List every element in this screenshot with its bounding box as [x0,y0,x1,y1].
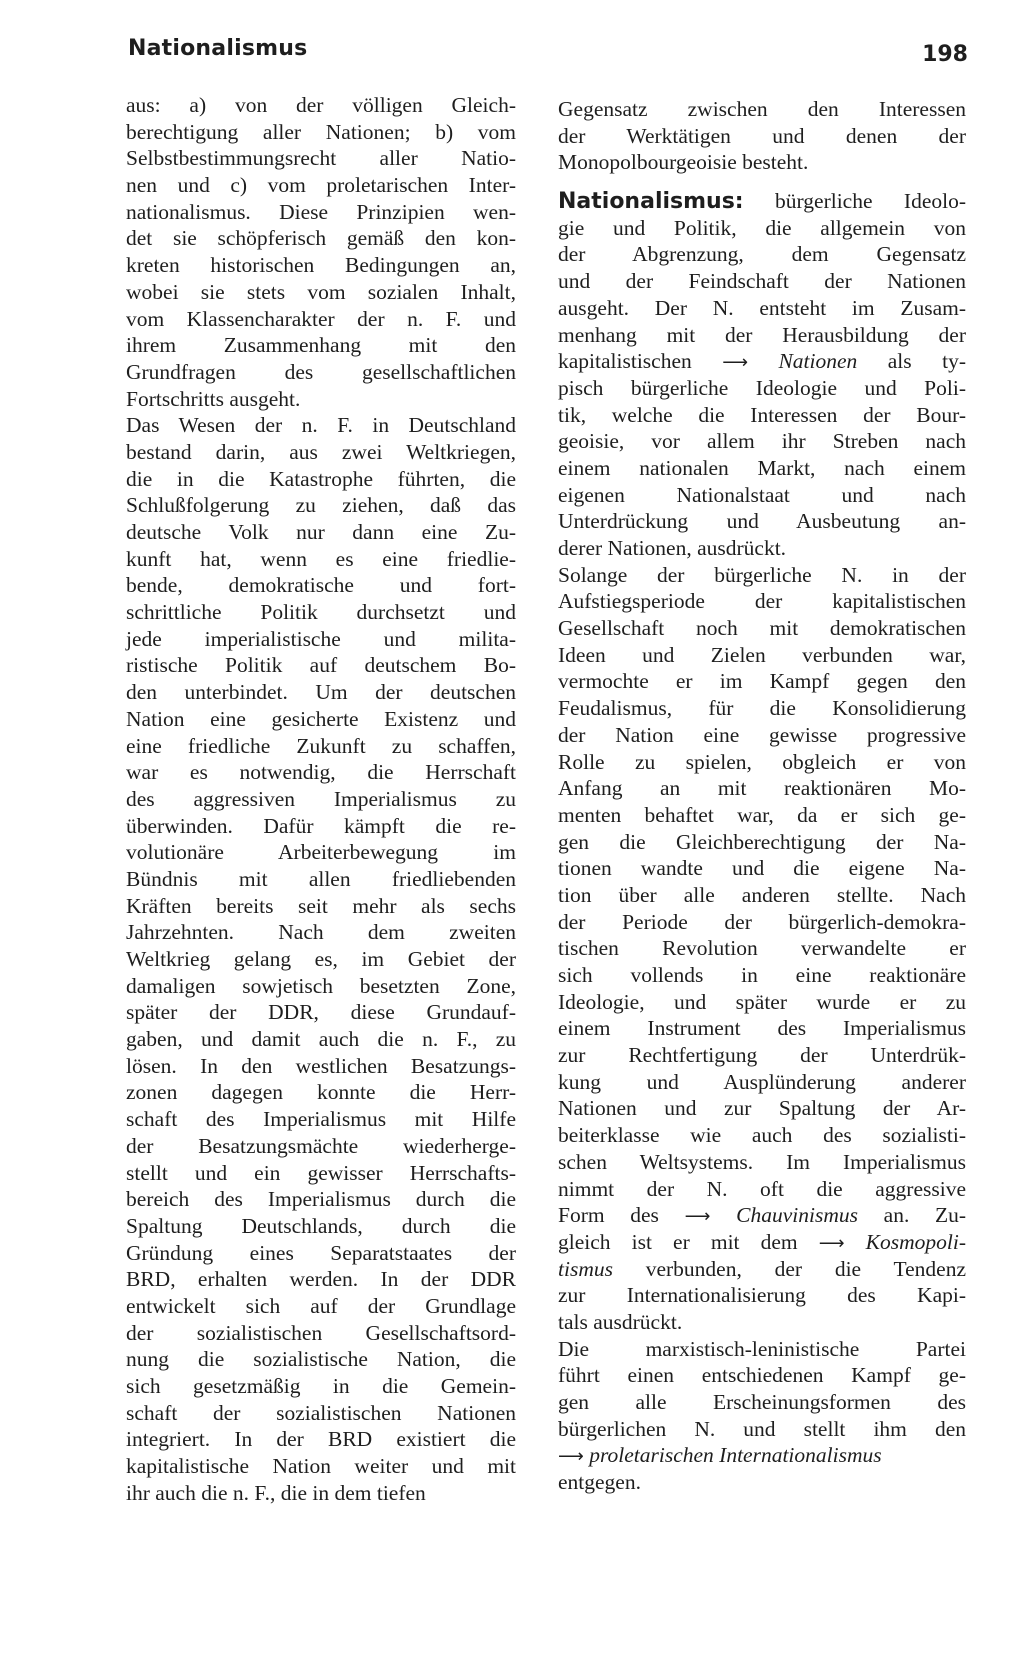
text-line: der Periode der bürgerlich-demokra- [558,909,966,934]
text-line: einem nationalen Markt, nach einem [558,455,966,480]
text-line: schen Weltsystems. Im Imperialismus [558,1149,966,1174]
text-line: kreten historischen Bedingungen an, [126,253,516,278]
text-line: entwickelt sich auf der Grundlage [126,1293,516,1318]
text-line: Grundfragen des gesellschaftlichen [126,359,516,384]
text-line: BRD, erhalten werden. In der DDR [126,1267,516,1292]
line-text: als ty- [887,349,966,374]
text-line: gie und Politik, die allgemein von [558,215,966,240]
text-line: kapitalistische Nation weiter und mit [126,1454,516,1479]
text-line: zonen dagegen konnte die Herr- [126,1080,516,1105]
text-line: bende, demokratische und fort- [126,573,516,598]
text-line: der sozialistischen Gesellschaftsord- [126,1320,516,1345]
reference-label: Nationen [778,349,858,374]
reference-label: Kosmopoli- [865,1229,967,1254]
right-column [558,96,966,1496]
text-line: Die marxistisch-leninistische Partei [558,1336,966,1361]
text-line: Gründung eines Separatstaates der [126,1240,516,1265]
text-line: gen alle Erscheinungsformen des [558,1390,966,1414]
entry-first-line [558,188,966,215]
text-line: kung und Ausplünderung anderer [558,1069,966,1094]
text-line: ristische Politik auf deutschem Bo- [126,653,516,678]
text-line: Das Wesen der n. F. in Deutschland [126,413,516,438]
entry-term: Nationalismus: [558,189,744,215]
text-line: wobei sie stets vom sozialen Inhalt, [126,279,516,304]
text-line: eine friedliche Zukunft zu schaffen, [126,733,516,758]
text-line: Gegensatz zwischen den Interessen [558,97,966,121]
text-line: Rolle zu spielen, obgleich er von [558,749,966,774]
text-line: zur Internationalisierung des Kapi- [558,1283,966,1308]
arrow-icon: ⟶ [722,352,749,374]
text-line: bestand darin, aus zwei Weltkriegen, [126,439,516,464]
arrow-icon: ⟶ [558,1446,584,1468]
text-line: nationalismus. Diese Prinzipien wen- [126,199,516,224]
text-line: sich vollends in eine reaktionäre [558,963,966,987]
text-line: bereich des Imperialismus durch die [126,1187,516,1212]
text-line: nen und c) vom proletarischen Inter- [126,173,516,198]
text-line: det sie schöpferisch gemäß den kon- [126,226,516,251]
text-line: Jahrzehnten. Nach dem zweiten [126,920,516,945]
page-number: 198 [922,42,968,67]
text-line: überwinden. Dafür kämpft die re- [126,813,516,838]
running-head: Nationalismus [128,36,308,61]
text-line: aus: a) von der völligen Gleich- [126,93,516,117]
text-line: eigenen Nationalstaat und nach [558,482,966,507]
entry-text: bürgerliche Ideolo- [775,189,966,214]
text-line: ihrem Zusammenhang mit den [126,333,516,358]
reference-label[interactable]: tismus [558,1256,613,1281]
text-line: Anfang an mit reaktionären Mo- [558,776,966,801]
cross-reference-proletarischer-internationalismus[interactable] [558,1443,882,1467]
text-line: führt einen entschiedenen Kampf ge- [558,1363,966,1388]
text-line: ausgeht. Der N. entsteht im Zusam- [558,295,966,320]
text-line: berechtigung aller Nationen; b) vom [126,119,516,144]
arrow-icon: ⟶ [684,1206,711,1228]
text-line-with-reference [558,1229,966,1256]
text-line: vermochte er im Kampf gegen den [558,669,966,694]
text-line: Kräften bereits seit mehr als sechs [126,893,516,918]
text-line: deutsche Volk nur dann eine Zu- [126,520,516,544]
text-line: war es notwendig, die Herrschaft [126,760,516,785]
text-line: tals ausdrückt. [558,1309,683,1334]
text-line: tionen wandte und die eigene Na- [558,856,966,881]
text-line: Spaltung Deutschlands, durch die [126,1213,516,1238]
text-line-with-reference [558,348,966,375]
text-line: lösen. In den westlichen Besatzungs- [126,1053,516,1078]
text-line: derer Nationen, ausdrückt. [558,536,787,560]
text-line: ihr auch die n. F., die in dem tiefen [126,1480,426,1505]
text-line: schaft der sozialistischen Nationen [126,1400,516,1425]
text-line: vom Klassencharakter der n. F. und [126,306,516,331]
text-line: tion über alle anderen stellte. Nach [558,882,966,907]
text-line: einem Instrument des Imperialismus [558,1016,966,1041]
text-line: stellt und ein gewisser Herrschafts- [126,1160,516,1185]
text-line: Nationen und zur Spaltung der Ar- [558,1096,966,1121]
line-text: kapitalistischen [558,349,692,374]
text-line: der Abgrenzung, dem Gegensatz [558,242,966,267]
text-line: später der DDR, diese Grundauf- [126,1000,516,1025]
reference-label: proletarischen Internationalismus [589,1443,882,1468]
text-line: Fortschritts ausgeht. [126,386,301,411]
text-line-with-reference [558,1202,966,1229]
text-line: Unterdrückung und Ausbeutung an- [558,509,966,534]
continued-paragraph [558,96,966,176]
text-line-with-reference [558,1442,966,1469]
text-line: entgegen. [558,1470,641,1495]
line-text: an. Zu- [883,1203,967,1228]
text-line: Aufstiegsperiode der kapitalistischen [558,589,966,614]
text-line: die in die Katastrophe führten, die [126,466,516,491]
line-text: Form des [558,1203,659,1228]
text-line: volutionäre Arbeiterbewegung im [126,840,516,865]
text-line: jede imperialistische und milita- [126,626,516,651]
text-line: beiterklasse wie auch des sozialisti- [558,1123,966,1148]
cross-reference-kosmopolitismus[interactable] [819,1230,966,1254]
text-line: der Werktätigen und denen der [558,123,966,148]
text-line: Bündnis mit allen friedliebenden [126,866,516,891]
text-line: Selbstbestimmungsrecht aller Natio- [126,146,516,171]
text-line: Ideen und Zielen verbunden war, [558,642,966,667]
cross-reference-nationen[interactable] [722,349,857,373]
text-line: schaft des Imperialismus mit Hilfe [126,1107,516,1132]
text-line: Nation eine gesicherte Existenz und [126,706,516,731]
text-line: damaligen sowjetisch besetzten Zone, [126,973,516,998]
line-text: gleich ist er mit dem [558,1229,798,1254]
text-line: des aggressiven Imperialismus zu [126,786,516,811]
text-line: gaben, und damit auch die n. F., zu [126,1027,516,1052]
text-line: tik, welche die Interessen der Bour- [558,402,966,427]
text-line: Gesellschaft noch mit demokratischen [558,616,966,641]
text-line: integriert. In der BRD existiert die [126,1427,516,1452]
text-line-with-reference [558,1256,966,1283]
text-line: zur Rechtfertigung der Unterdrük- [558,1043,966,1068]
text-line: kunft hat, wenn es eine friedlie- [126,546,516,571]
text-line: und der Feindschaft der Nationen [558,269,966,294]
text-line: bürgerlichen N. und stellt ihm den [558,1416,966,1441]
cross-reference-chauvinismus[interactable] [685,1203,858,1227]
text-line: Monopolbourgeoisie besteht. [558,150,809,175]
line-text: verbunden, der die Tendenz [645,1256,966,1281]
text-line: Solange der bürgerliche N. in der [558,562,966,587]
reference-label: Chauvinismus [736,1203,858,1228]
text-line: Ideologie, und später wurde er zu [558,989,966,1014]
arrow-icon: ⟶ [818,1232,845,1254]
text-line: geoisie, vor allem ihr Streben nach [558,429,966,454]
text-line: menhang mit der Herausbildung der [558,322,966,347]
text-line: pisch bürgerliche Ideologie und Poli- [558,375,966,400]
text-line: nimmt der N. oft die aggressive [558,1176,966,1201]
text-line: schrittliche Politik durchsetzt und [126,600,516,625]
text-line: Weltkrieg gelang es, im Gebiet der [126,947,516,971]
left-column [126,92,516,1506]
text-line: gen die Gleichberechtigung der Na- [558,829,966,854]
text-line: tischen Revolution verwandelte er [558,936,966,961]
text-line: der Besatzungsmächte wiederherge- [126,1133,516,1158]
text-line: Feudalismus, für die Konsolidierung [558,696,966,721]
text-line: Schlußfolgerung zu ziehen, daß das [126,493,516,518]
text-line: sich gesetzmäßig in die Gemein- [126,1374,516,1398]
entry-nationalismus [558,188,966,1496]
text-line: den unterbindet. Um der deutschen [126,680,516,705]
text-line: der Nation eine gewisse progressive [558,722,966,747]
text-line: menten behaftet war, da er sich ge- [558,802,966,827]
text-line: nung die sozialistische Nation, die [126,1347,516,1372]
